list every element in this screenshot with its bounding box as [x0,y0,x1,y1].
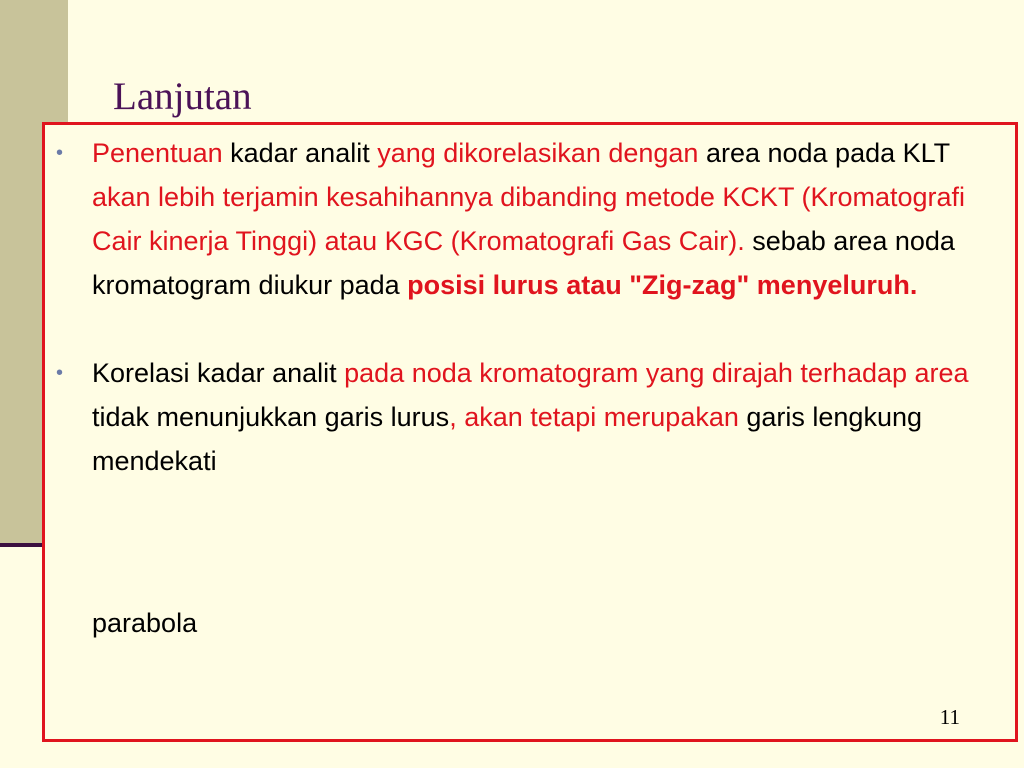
bullet-dot-icon: • [56,142,64,164]
bullet-1-run: sebab area noda kromatogram diukur pada [92,226,955,300]
bullet-2-run: Korelasi kadar analit [92,358,345,388]
bullet-1-text [92,138,965,300]
bullet-list [50,131,1010,483]
bullet-1-run: Penentuan [92,138,223,168]
bullet-item-korelasi [50,351,1010,483]
bullet-2-text [92,358,969,476]
slide-number: 11 [939,705,960,729]
bullet-2-run: tidak menunjukkan garis lurus [92,402,450,432]
bullet-2-run: , akan tetapi merupakan [449,402,739,432]
bullet-1-run: kadar analit [222,138,378,168]
bullet-1-run: posisi lurus atau "Zig-zag" menyeluruh. [407,270,918,300]
bullet-dot-icon: • [56,362,64,384]
slide-title: Lanjutan [113,75,252,118]
bullet-2-run: pada noda kromatogram yang dirajah terhadap area [344,358,969,388]
bullet-2-run: garis lengkung mendekati [92,402,922,476]
bullet-1-run: akan lebih terjamin kesahihannya dibanding metode KCKT (Kromatografi Cair kinerja Tinggi) atau KGC (Kromatografi Gas Cair). [92,182,966,256]
bullet-item-penentuan [50,131,1010,307]
bullet-1-run: area noda pada KLT [698,138,950,168]
bullet-1-run: yang dikorelasikan dengan [377,138,699,168]
continuation-text: parabola [92,608,198,638]
